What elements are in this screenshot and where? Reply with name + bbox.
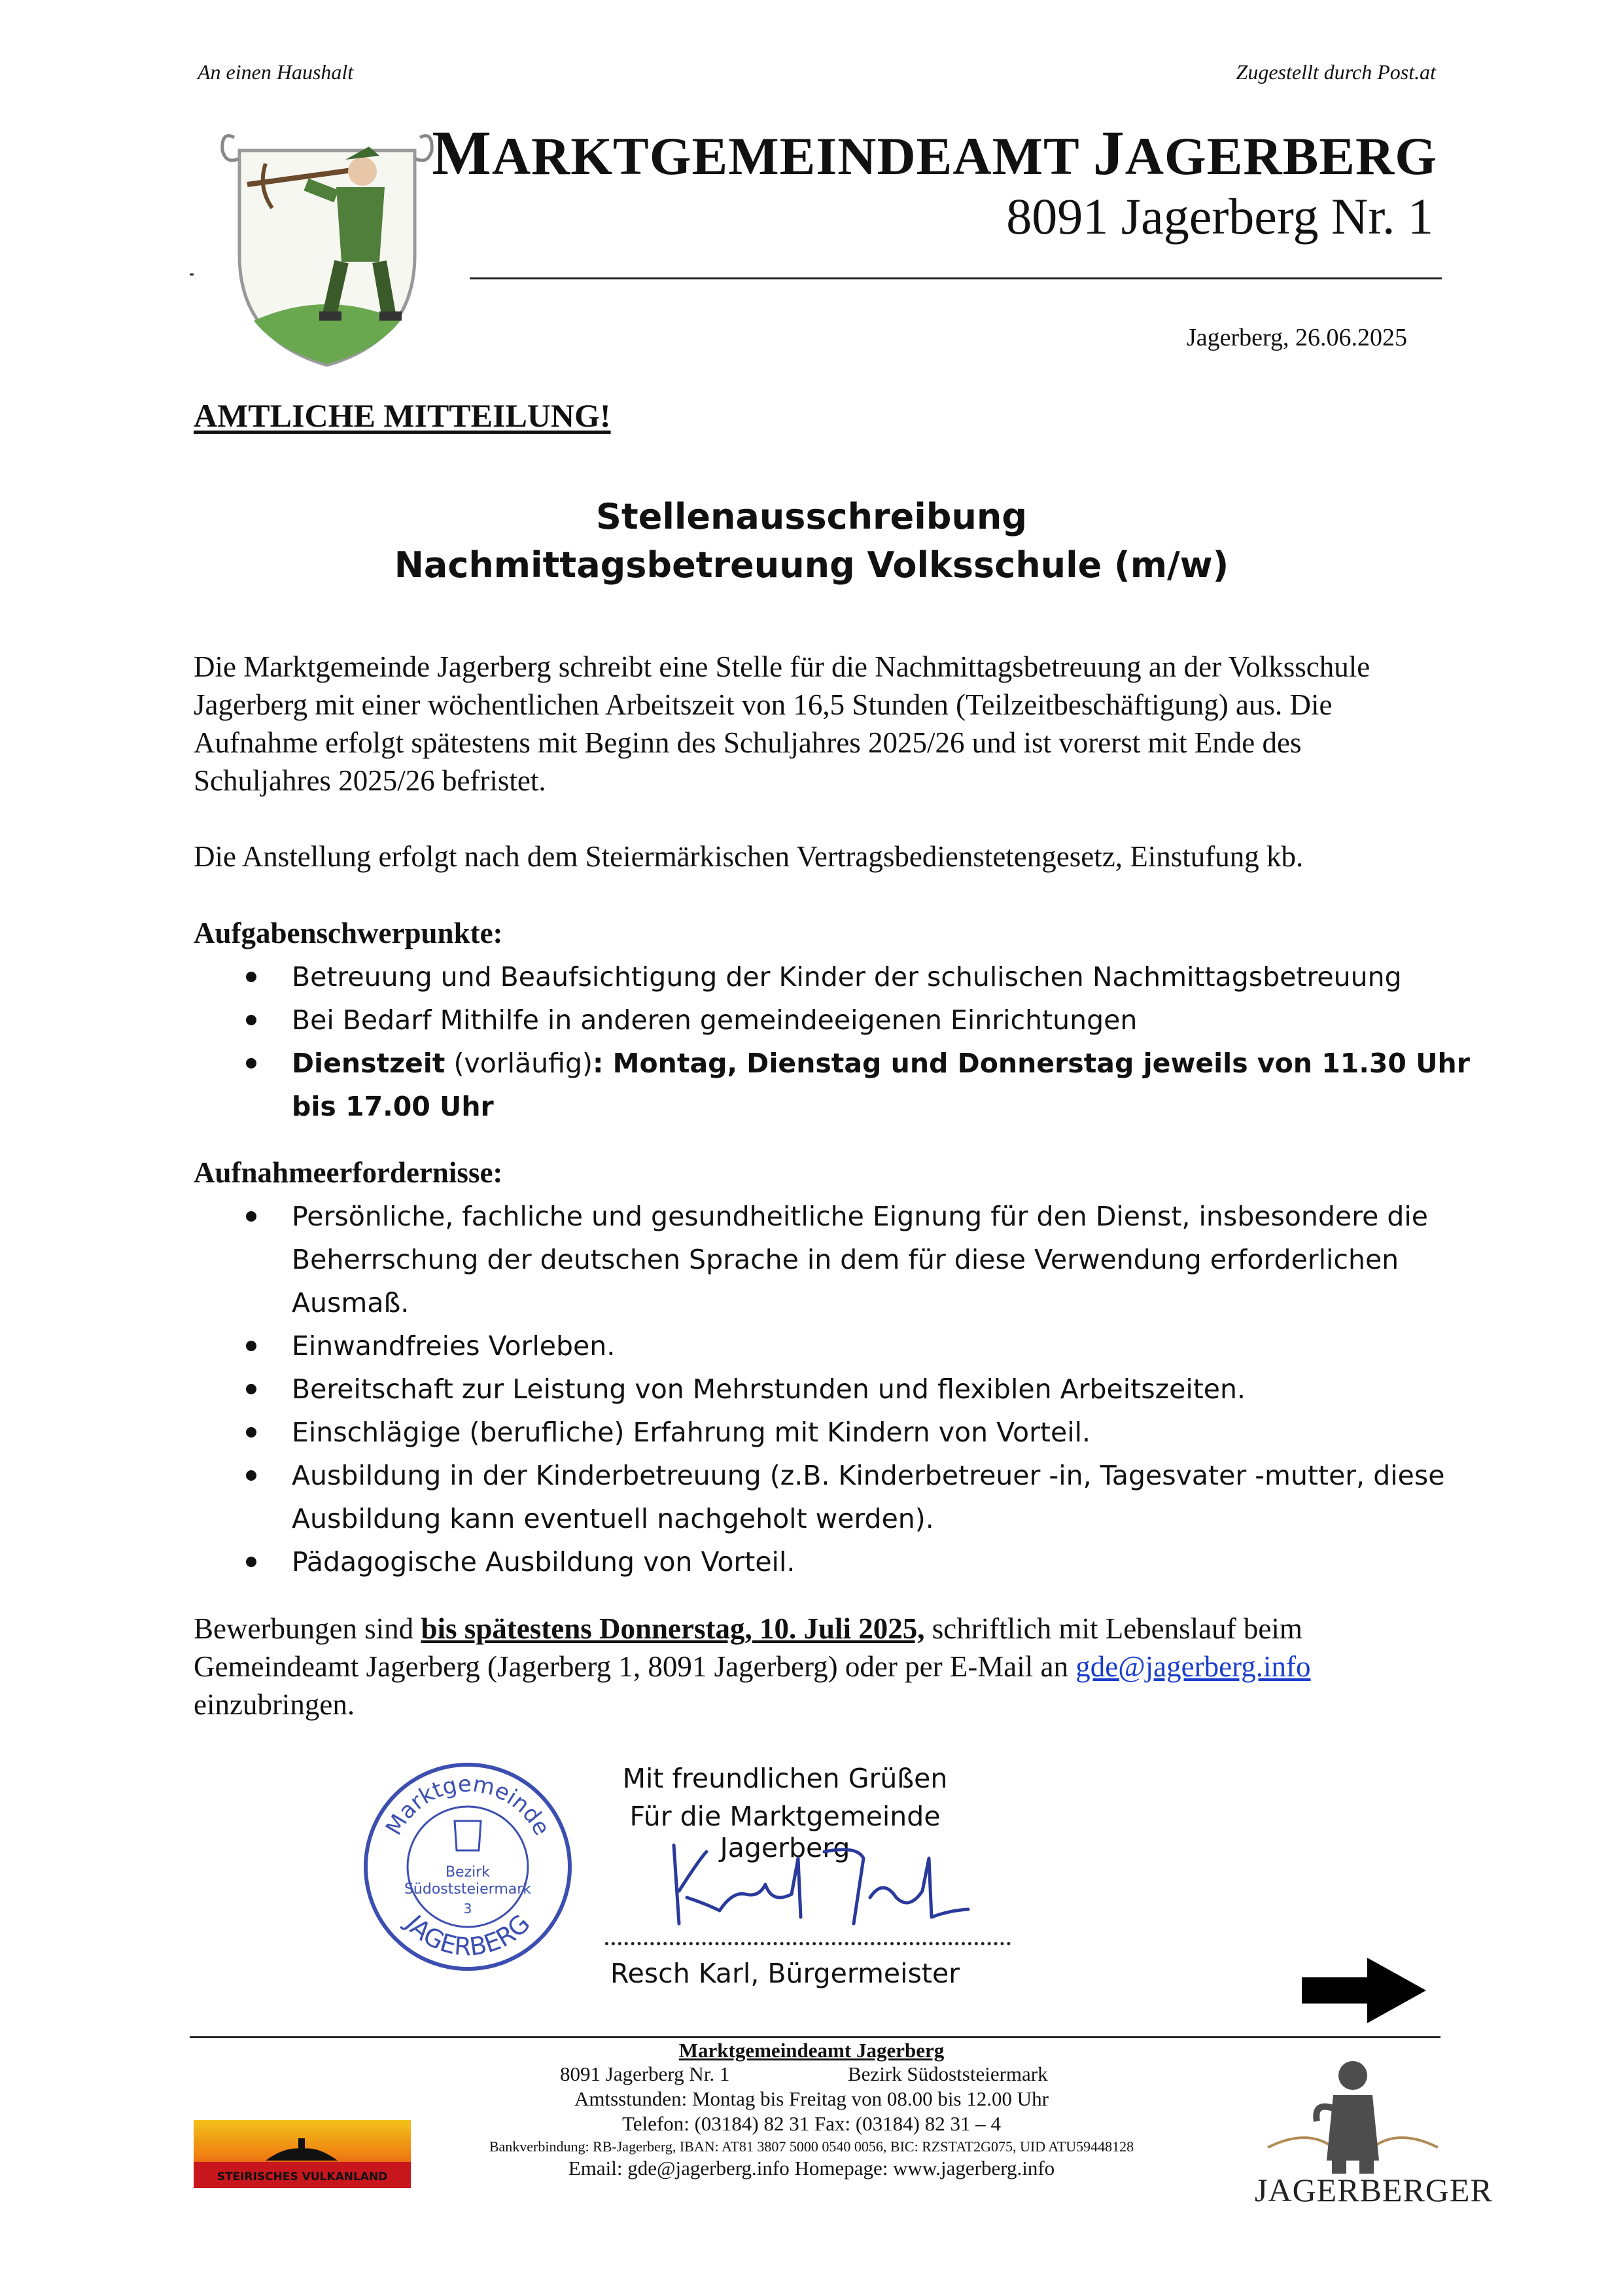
header-divider [470, 277, 1442, 279]
list-item: Einschlägige (berufliche) Erfahrung mit Kindern von Vorteil. [242, 1411, 1485, 1454]
list-item-working-hours [242, 1042, 1485, 1128]
footer-contact: Email: gde@jagerberg.info Homepage: www.jagerberg.info [568, 2157, 1055, 2180]
notice-heading: AMTLICHE MITTEILUNG! [194, 397, 611, 434]
footer-bank-details: Bankverbindung: RB-Jagerberg, IBAN: AT81 3807 5000 0540 0056, BIC: RZSTAT2G075, UID ATU59448128 [489, 2138, 1134, 2155]
job-title: Stellenausschreibung [596, 496, 1027, 537]
tasks-heading: Aufgabenschwerpunkte: [194, 917, 503, 949]
list-item: Ausbildung in der Kinderbetreuung (z.B. Kinderbetreuer -in, Tagesvater -mutter, diese Ausbildung kann eventuell nachgeholt werden). [242, 1454, 1485, 1540]
office-address: 8091 Jagerberg Nr. 1 [1006, 188, 1433, 245]
footer-office-name: Marktgemeindeamt Jagerberg [678, 2039, 945, 2062]
office-title-initial-m: M [432, 118, 492, 188]
list-item: Betreuung und Beaufsichtigung der Kinder der schulischen Nachmittagsbetreuung [242, 955, 1485, 998]
office-title-part: ARKTGEMEINDEAMT [491, 126, 1093, 186]
working-hours-label: Dienstzeit [292, 1048, 445, 1079]
working-hours-value: : Montag, Dienstag und Donnerstag jeweils von 11.30 Uhr bis 17.00 Uhr [292, 1048, 1470, 1122]
requirements-heading: Aufnahmeerfordernisse: [194, 1156, 503, 1189]
stamp-top-text: Marktgemeinde [380, 1771, 555, 1840]
vulkanland-logo [194, 2120, 411, 2188]
footer-divider [190, 2036, 1440, 2038]
signer-name: Resch Karl, Bürgermeister [610, 1958, 960, 1989]
divider-mark [190, 274, 194, 275]
list-item: Pädagogische Ausbildung von Vorteil. [242, 1540, 1485, 1583]
email-link[interactable]: gde@jagerberg.info [1075, 1650, 1311, 1683]
vulkanland-text: STEIRISCHES VULKANLAND [217, 2170, 388, 2183]
closing-on-behalf: Für die Marktgemeinde Jagerberg [629, 1801, 941, 1863]
stamp-bottom-text: JAGERBERG [400, 1909, 536, 1962]
requirements-list [242, 1195, 1485, 1583]
jagerberger-wordmark: JAGERBERGER [1255, 2172, 1493, 2208]
footer-office-hours: Amtsstunden: Montag bis Freitag von 08.00 bis 12.00 Uhr [574, 2087, 1049, 2110]
job-subtitle: Nachmittagsbetreuung Volksschule (m/w) [394, 544, 1229, 586]
stamp-district-name: Südoststeiermark [404, 1881, 532, 1898]
application-text: Bewerbungen sind [194, 1612, 421, 1645]
application-text: einzubringen. [194, 1688, 355, 1721]
stamp-district-label: Bezirk [445, 1864, 491, 1881]
municipal-crest-icon [208, 124, 446, 370]
top-right-note: Zugestellt durch Post.at [1236, 60, 1436, 84]
office-title [432, 116, 1437, 189]
working-hours-note: (vorläufig) [445, 1048, 593, 1079]
stamp-number: 3 [463, 1901, 472, 1916]
closing-greeting: Mit freundlichen Grüßen [622, 1763, 948, 1794]
footer-phone: Telefon: (03184) 82 31 Fax: (03184) 82 31 – 4 [622, 2112, 1001, 2135]
application-paragraph [194, 1610, 1437, 1723]
application-text: schriftlich mit Lebenslauf beim Gemeindeamt Jagerberg (Jagerberg 1, 8091 Jagerberg) oder per E-Mail an [194, 1612, 1302, 1683]
footer-district: Bezirk Südoststeiermark [848, 2062, 1048, 2085]
tasks-list [242, 955, 1485, 1128]
intro-paragraph: Die Marktgemeinde Jagerberg schreibt eine Stelle für die Nachmittagsbetreuung an der Volksschule Jagerberg mit einer wöchentlichen Arbeitszeit von 16,5 Stunden (Teilzeitbeschäftigung) aus. Die Aufnahme erfolgt spätestens mit Beginn des Schuljahres 2025/26 und ist vorerst mit Ende des Schuljahres 2025/26 befristet. [194, 650, 1370, 797]
list-item: Einwandfreies Vorleben. [242, 1324, 1485, 1368]
arrow-right-icon [1302, 1958, 1426, 2023]
signature-line [605, 1942, 1011, 1945]
application-deadline: bis spätestens Donnerstag, 10. Juli 2025, [421, 1612, 925, 1645]
list-item: Persönliche, fachliche und gesundheitliche Eignung für den Dienst, insbesondere die Beherrschung der deutschen Sprache in dem für diese Verwendung erforderlichen Ausmaß. [242, 1195, 1485, 1324]
signature [661, 1832, 975, 1943]
official-stamp [360, 1759, 576, 1975]
employment-paragraph: Die Anstellung erfolgt nach dem Steiermärkischen Vertragsbedienstetengesetz, Einstufung kb. [194, 840, 1304, 873]
top-left-note: An einen Haushalt [198, 60, 354, 84]
list-item: Bereitschaft zur Leistung von Mehrstunden und flexiblen Arbeitszeiten. [242, 1368, 1485, 1411]
document-date: Jagerberg, 26.06.2025 [1186, 324, 1407, 351]
office-title-initial-j: J [1092, 118, 1125, 188]
list-item: Bei Bedarf Mithilfe in anderen gemeindeeigenen Einrichtungen [242, 998, 1485, 1042]
office-title-end: AGERBERG [1125, 126, 1437, 186]
footer-address: 8091 Jagerberg Nr. 1 [560, 2062, 730, 2085]
